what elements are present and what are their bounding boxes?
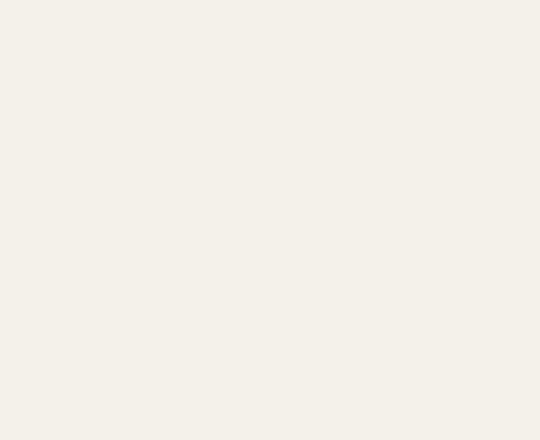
column-2 xyxy=(186,6,353,432)
column-3 xyxy=(366,6,533,432)
column-1 xyxy=(7,6,174,432)
text-columns xyxy=(7,6,533,432)
